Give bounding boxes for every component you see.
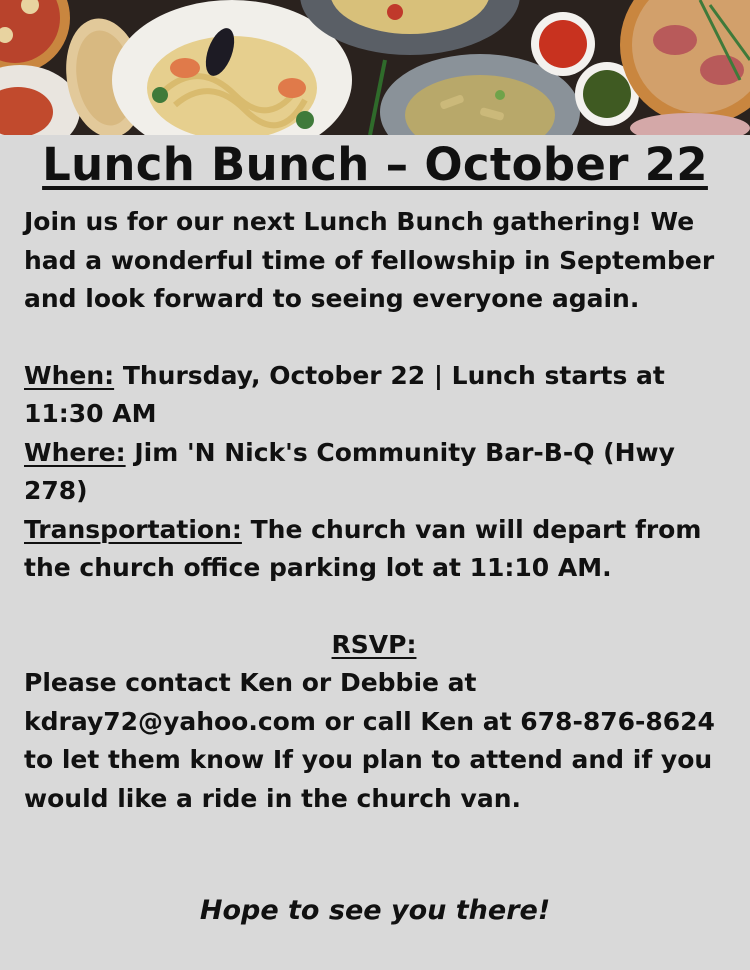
food-platters-illustration <box>0 0 750 135</box>
intro-paragraph: Join us for our next Lunch Bunch gathering! We had a wonderful time of fellowship in September and look forward to seeing everyone again. <box>24 207 715 313</box>
spacer <box>24 588 724 626</box>
transportation-text: The church van will depart from the church office parking lot at 11:10 AM. <box>24 514 702 582</box>
when-label: When: <box>24 360 115 390</box>
flyer-body <box>24 203 724 818</box>
food-banner-image <box>0 0 750 135</box>
when-text: Thursday, October 22 | Lunch starts at 11:30 AM <box>24 360 665 428</box>
rsvp-text: Please contact Ken or Debbie at kdray72@yahoo.com or call Ken at 678-876-8624 to let them know If you plan to attend and if you would like a ride in the church van. <box>24 668 715 813</box>
when-line <box>24 357 724 434</box>
transportation-label: Transportation: <box>24 514 242 544</box>
page-title: Lunch Bunch – October 22 <box>42 138 708 191</box>
transportation-line <box>24 511 724 588</box>
spacer <box>24 319 724 357</box>
where-text: Jim 'N Nick's Community Bar-B-Q (Hwy 278) <box>24 437 675 505</box>
closing-message: Hope to see you there! <box>199 895 551 926</box>
where-line <box>24 434 724 511</box>
rsvp-heading-text: RSVP: <box>331 629 417 659</box>
where-label: Where: <box>24 437 126 467</box>
rsvp-heading <box>24 626 724 665</box>
